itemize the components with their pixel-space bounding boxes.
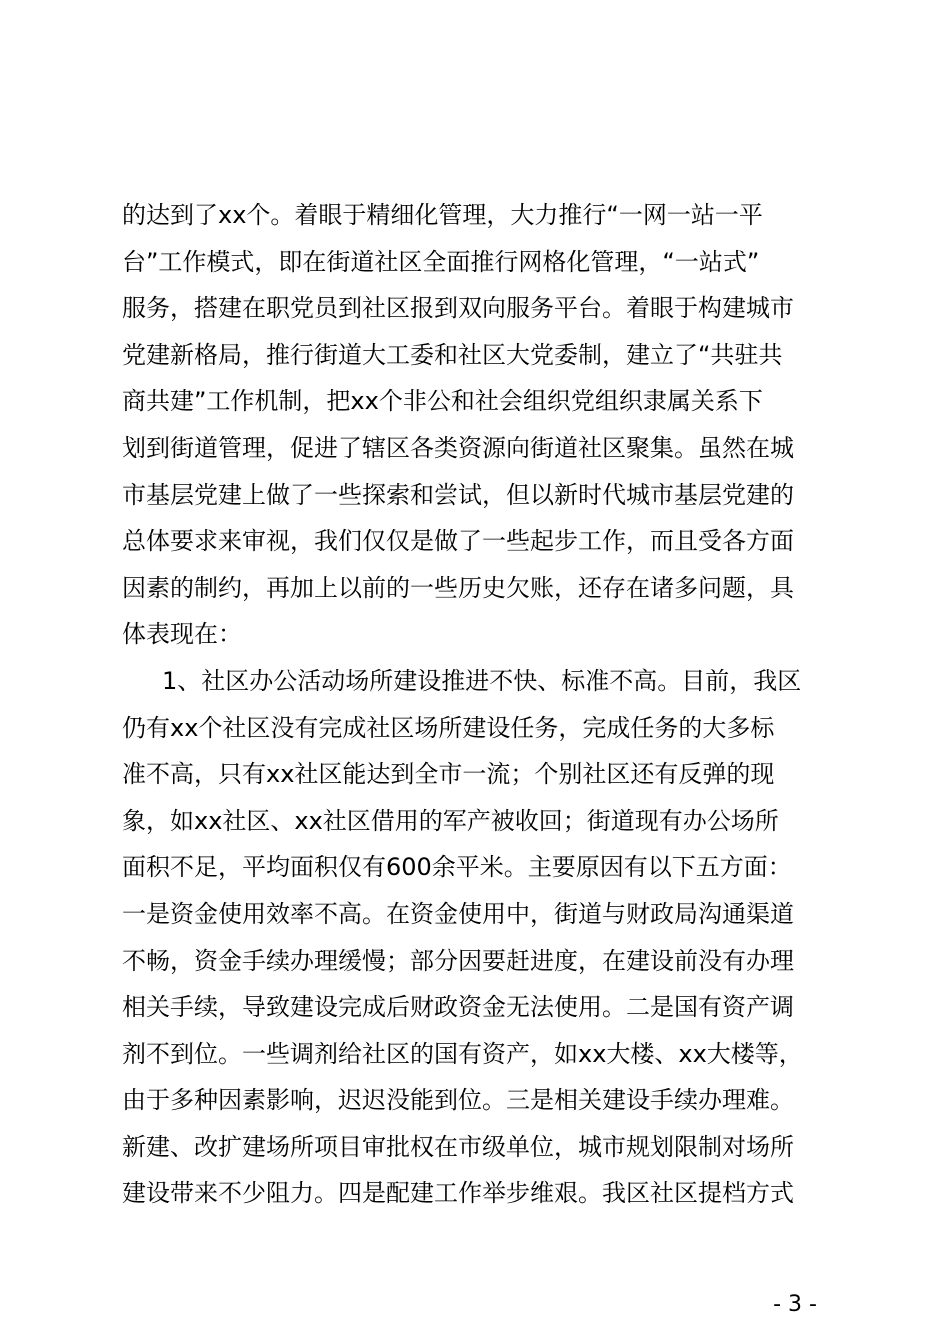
paragraph-first-line: 1、社区办公活动场所建设推进不快、标准不高。目前，我区 [162, 666, 802, 695]
text-line: 因素的制约，再加上以前的一些历史欠账，还存在诸多问题，具 [122, 573, 794, 602]
text-line: 的达到了xx个。着眼于精细化管理，大力推行“一网一站一平 [122, 201, 763, 229]
text-line: 服务，搭建在职党员到社区报到双向服务平台。着眼于构建城市 [122, 294, 794, 323]
text-line: 剂不到位。一些调剂给社区的国有资产，如xx大楼、xx大楼等， [122, 1039, 803, 1068]
text-line: 市基层党建上做了一些探索和尝试，但以新时代城市基层党建的 [122, 480, 794, 509]
text-line: 新建、改扩建场所项目审批权在市级单位，城市规划限制对场所 [122, 1132, 794, 1161]
text-line: 相关手续，导致建设完成后财政资金无法使用。二是国有资产调 [122, 993, 794, 1022]
text-line: 仍有xx个社区没有完成社区场所建设任务，完成任务的大多标 [122, 713, 775, 742]
text-line: 台”工作模式，即在街道社区全面推行网格化管理，“一站式” [122, 247, 760, 276]
text-line: 划到街道管理，促进了辖区各类资源向街道社区聚集。虽然在城 [122, 433, 794, 462]
text-line: 由于多种因素影响，迟迟没能到位。三是相关建设手续办理难。 [122, 1086, 794, 1115]
text-line: 象，如xx社区、xx社区借用的军产被收回；街道现有办公场所 [122, 806, 779, 835]
text-line: 面积不足，平均面积仅有600余平米。主要原因有以下五方面： [122, 853, 792, 882]
text-line: 不畅，资金手续办理缓慢；部分因要赶进度，在建设前没有办理 [122, 946, 794, 975]
body-text [122, 192, 822, 1217]
text-line: 商共建”工作机制，把xx个非公和社会组织党组织隶属关系下 [122, 387, 763, 416]
text-line: 建设带来不少阻力。四是配建工作举步维艰。我区社区提档方式 [122, 1179, 794, 1208]
page-number: - 3 - [773, 1292, 817, 1317]
text-line: 总体要求来审视，我们仅仅是做了一些起步工作，而且受各方面 [122, 527, 794, 556]
text-line: 党建新格局，推行街道大工委和社区大党委制，建立了“共驻共 [122, 340, 783, 369]
text-line: 一是资金使用效率不高。在资金使用中，街道与财政局沟通渠道 [122, 899, 794, 928]
text-line: 体表现在： [122, 620, 242, 649]
text-line: 准不高，只有xx社区能达到全市一流；个别社区还有反弹的现 [122, 760, 775, 789]
